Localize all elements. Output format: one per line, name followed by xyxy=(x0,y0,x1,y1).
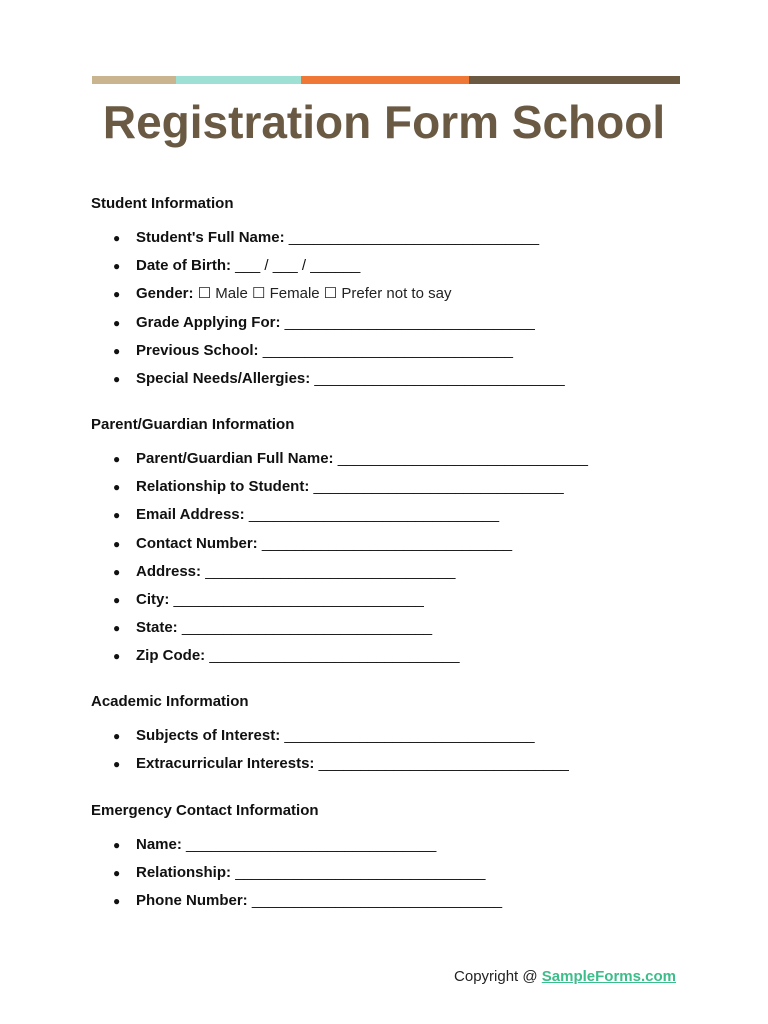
field-body xyxy=(136,591,424,609)
bullet-icon: ● xyxy=(113,894,121,909)
field-label: Gender: xyxy=(136,285,194,303)
section-heading: Emergency Contact Information xyxy=(91,802,319,819)
bullet-icon: ● xyxy=(113,315,121,330)
form-field xyxy=(0,257,768,285)
field-label: Student's Full Name: xyxy=(136,229,285,246)
page-title: Registration Form School xyxy=(102,96,666,148)
bullet-icon: ● xyxy=(113,729,121,743)
color-bar-segment-teal xyxy=(176,76,301,84)
bullet-icon: ● xyxy=(113,866,121,881)
field-body xyxy=(136,229,539,247)
bullet-icon: ● xyxy=(113,838,121,852)
bullet-icon: ● xyxy=(113,757,121,772)
form-field xyxy=(0,229,768,257)
field-body xyxy=(136,285,451,303)
fill-in-blank[interactable]: ______________________________ xyxy=(173,590,424,608)
fill-in-blank[interactable]: ______________________________ xyxy=(251,892,503,910)
field-body xyxy=(136,864,485,882)
bullet-icon: ● xyxy=(113,649,121,664)
field-body xyxy=(136,478,564,496)
section-heading: Parent/Guardian Information xyxy=(91,416,295,433)
field-label: Relationship: xyxy=(136,864,232,882)
field-body xyxy=(136,755,569,773)
field-body xyxy=(136,727,535,745)
bullet-icon: ● xyxy=(113,621,121,636)
field-label: Phone Number: xyxy=(136,892,248,910)
form-field xyxy=(0,535,768,563)
field-body xyxy=(136,647,460,665)
field-body xyxy=(136,563,455,581)
section-heading: Student Information xyxy=(91,195,234,212)
field-list xyxy=(0,229,768,398)
color-bar-segment-tan xyxy=(92,76,176,84)
field-label: Previous School: xyxy=(136,341,259,359)
form-field xyxy=(0,591,768,619)
field-label: State: xyxy=(136,619,178,637)
field-body xyxy=(136,892,502,910)
bullet-icon: ● xyxy=(113,508,121,523)
form-field xyxy=(0,727,768,755)
field-list xyxy=(0,727,768,783)
fill-in-blank[interactable]: ______________________________ xyxy=(186,836,437,853)
form-field xyxy=(0,450,768,478)
field-body xyxy=(136,506,499,524)
bullet-icon: ● xyxy=(113,287,121,302)
fill-in-blank[interactable]: ______________________________ xyxy=(284,727,535,744)
field-list xyxy=(0,450,768,676)
field-body xyxy=(136,619,432,637)
bullet-icon: ● xyxy=(113,564,121,579)
fill-in-blank[interactable]: ______________________________ xyxy=(261,534,513,552)
fill-in-blank[interactable]: ______________________________ xyxy=(337,450,588,467)
fill-in-blank[interactable]: ___ / ___ / ______ xyxy=(235,257,361,275)
field-label: Zip Code: xyxy=(136,647,206,665)
bullet-icon: ● xyxy=(113,452,121,466)
color-bar-segment-orange xyxy=(301,76,469,84)
fill-in-blank[interactable]: ______________________________ xyxy=(284,313,535,331)
field-label: Email Address: xyxy=(136,506,245,524)
sampleforms-link[interactable]: SampleForms.com xyxy=(541,968,676,985)
form-field xyxy=(0,285,768,313)
field-label: Name: xyxy=(136,836,182,853)
field-label: Contact Number: xyxy=(136,534,258,552)
fill-in-blank[interactable]: ______________________________ xyxy=(209,647,460,665)
field-body xyxy=(136,450,588,468)
field-list xyxy=(0,836,768,921)
fill-in-blank[interactable]: ______________________________ xyxy=(248,506,500,524)
header-color-bar xyxy=(92,76,680,84)
form-field xyxy=(0,342,768,370)
field-label: Date of Birth: xyxy=(136,257,231,275)
form-field xyxy=(0,314,768,342)
form-field xyxy=(0,370,768,398)
form-field xyxy=(0,619,768,647)
bullet-icon: ● xyxy=(113,480,121,495)
copyright-text: Copyright @ xyxy=(454,968,542,985)
fill-in-blank[interactable]: ______________________________ xyxy=(181,619,433,637)
field-body xyxy=(136,342,513,360)
bullet-icon: ● xyxy=(113,592,121,607)
field-body xyxy=(136,314,535,332)
field-label: Grade Applying For: xyxy=(136,313,281,331)
form-field xyxy=(0,755,768,783)
form-field xyxy=(0,506,768,534)
fill-in-blank[interactable]: ______________________________ xyxy=(313,478,564,496)
fill-in-blank[interactable]: ______________________________ xyxy=(288,229,540,246)
field-body xyxy=(136,836,436,854)
color-bar-segment-brown xyxy=(469,76,680,84)
bullet-icon: ● xyxy=(113,536,121,551)
section-heading: Academic Information xyxy=(91,693,249,710)
fill-in-blank[interactable]: ______________________________ xyxy=(235,864,486,882)
field-label: Special Needs/Allergies: xyxy=(136,369,311,387)
copyright-footer xyxy=(454,968,676,986)
bullet-icon: ● xyxy=(113,343,121,358)
form-field xyxy=(0,478,768,506)
form-field xyxy=(0,892,768,920)
bullet-icon: ● xyxy=(113,259,121,274)
field-label: City: xyxy=(136,590,170,608)
bullet-icon: ● xyxy=(113,231,121,245)
form-field xyxy=(0,563,768,591)
form-field xyxy=(0,647,768,675)
field-label: Parent/Guardian Full Name: xyxy=(136,450,334,467)
field-label: Extracurricular Interests: xyxy=(136,755,315,773)
field-body xyxy=(136,370,565,388)
field-label: Relationship to Student: xyxy=(136,478,310,496)
field-body xyxy=(136,535,512,553)
gender-checkbox-options[interactable]: ☐ Male ☐ Female ☐ Prefer not to say xyxy=(197,285,452,303)
fill-in-blank[interactable]: ______________________________ xyxy=(318,755,569,773)
field-label: Subjects of Interest: xyxy=(136,727,281,744)
form-field xyxy=(0,864,768,892)
form-field xyxy=(0,836,768,864)
bullet-icon: ● xyxy=(113,371,121,386)
fill-in-blank[interactable]: ______________________________ xyxy=(314,369,565,387)
field-body xyxy=(136,257,360,275)
fill-in-blank[interactable]: ______________________________ xyxy=(262,341,513,359)
fill-in-blank[interactable]: ______________________________ xyxy=(205,562,456,580)
field-label: Address: xyxy=(136,562,202,580)
